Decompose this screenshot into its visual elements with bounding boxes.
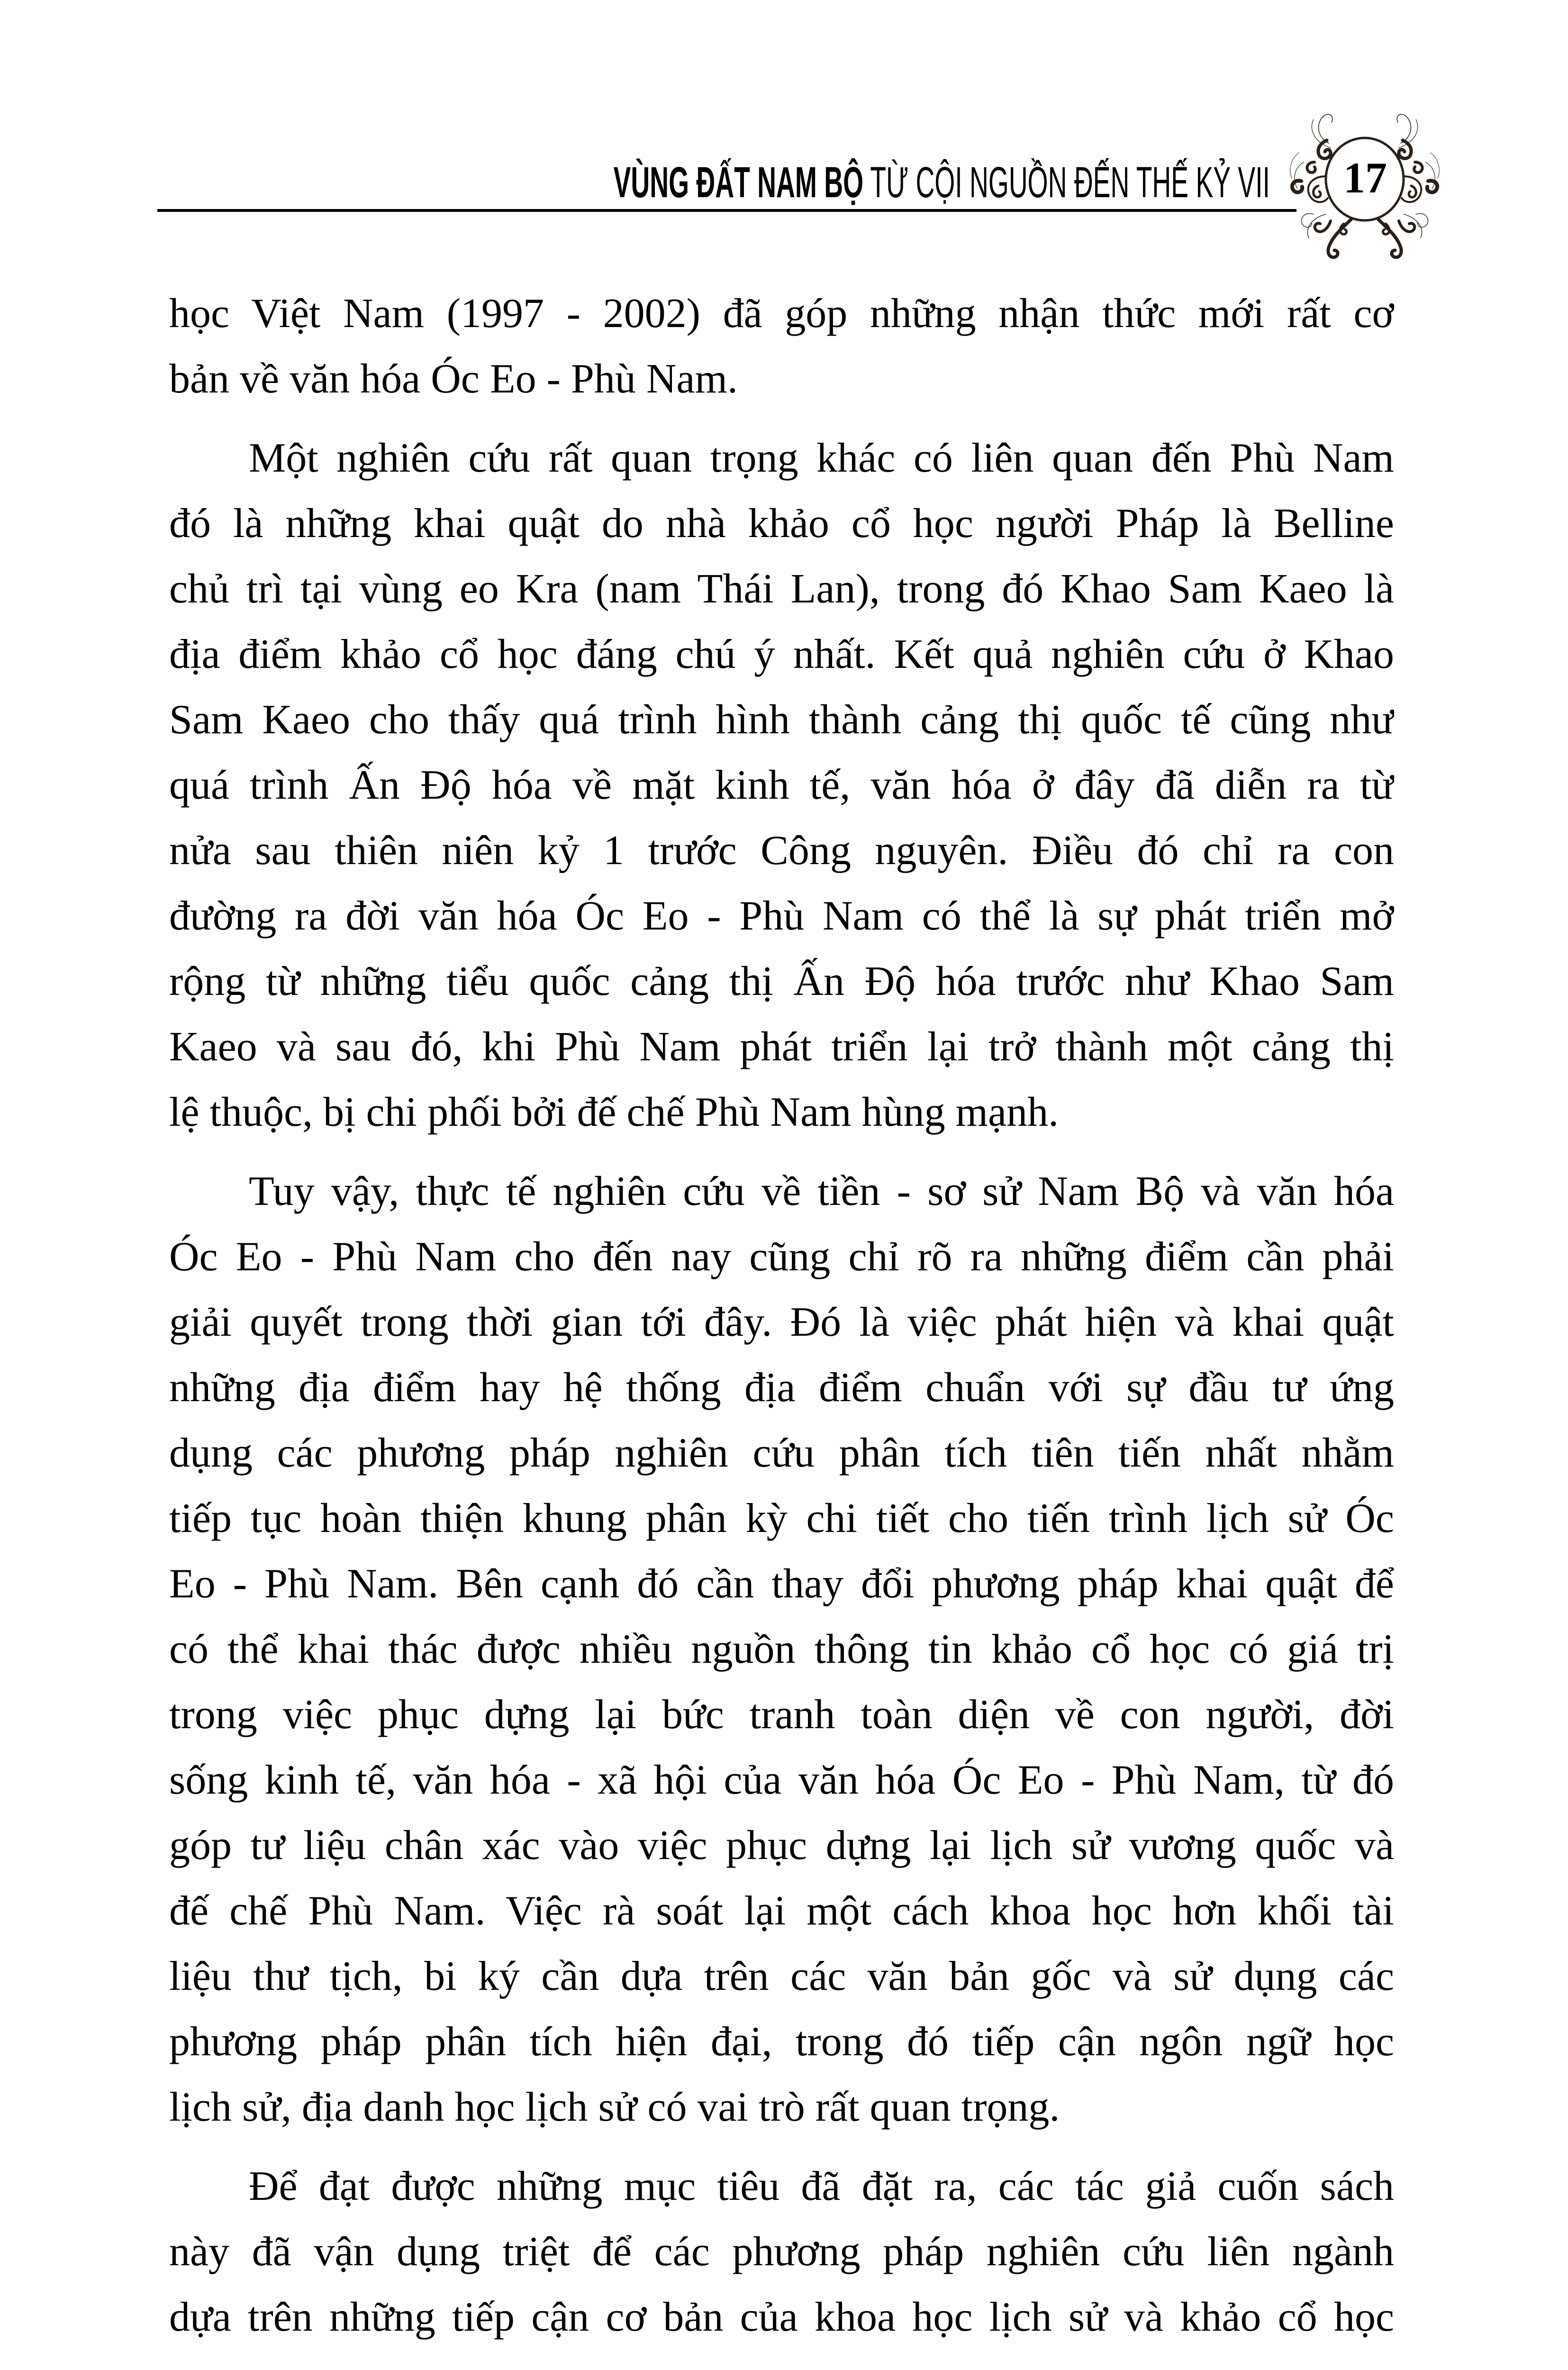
page-number: 17 [1343, 154, 1387, 202]
paragraph [169, 281, 1394, 412]
text-line: đế chế Phù Nam. Việc rà soát lại một cách khoa học hơn khối tài [169, 1888, 1394, 1934]
text-line: lịch sử, địa danh học lịch sử có vai trò rất quan trọng. [169, 2084, 1060, 2130]
text-line: Sam Kaeo cho thấy quá trình hình thành cảng thị quốc tế cũng như [169, 697, 1394, 743]
text-line: nửa sau thiên niên kỷ 1 trước Công nguyên. Điều đó chỉ ra con [169, 828, 1394, 874]
text-line: học Việt Nam (1997 - 2002) đã góp những nhận thức mới rất cơ [169, 291, 1394, 337]
text-line: sống kinh tế, văn hóa - xã hội của văn hóa Óc Eo - Phù Nam, từ đó [169, 1757, 1394, 1803]
text-line: này đã vận dụng triệt để các phương pháp nghiên cứu liên ngành [169, 2229, 1394, 2275]
text-line: rộng từ những tiểu quốc cảng thị Ấn Độ hóa trước như Khao Sam [169, 958, 1394, 1004]
running-header [389, 158, 1270, 207]
text-line: phương pháp phân tích hiện đại, trong đó tiếp cận ngôn ngữ học [169, 2019, 1394, 2065]
text-line: Kaeo và sau đó, khi Phù Nam phát triển lại trở thành một cảng thị [169, 1024, 1394, 1070]
text-line: quá trình Ấn Độ hóa về mặt kinh tế, văn hóa ở đây đã diễn ra từ [169, 762, 1394, 808]
text-line: Một nghiên cứu rất quan trọng khác có liên quan đến Phù Nam [249, 435, 1394, 481]
body-text [169, 281, 1394, 2364]
text-line: dựa trên những tiếp cận cơ bản của khoa học lịch sử và khảo cổ học [169, 2294, 1394, 2340]
header-rule [157, 209, 1296, 212]
text-line: tiếp tục hoàn thiện khung phân kỳ chi tiết cho tiến trình lịch sử Óc [169, 1495, 1394, 1541]
text-line: trong việc phục dựng lại bức tranh toàn diện về con người, đời [169, 1692, 1394, 1738]
paragraph [169, 1159, 1394, 2140]
text-line: bản về văn hóa Óc Eo - Phù Nam. [169, 356, 738, 402]
text-line: góp tư liệu chân xác vào việc phục dựng lại lịch sử vương quốc và [169, 1823, 1394, 1869]
text-line: đường ra đời văn hóa Óc Eo - Phù Nam có thể là sự phát triển mở [169, 893, 1394, 939]
text-line: giải quyết trong thời gian tới đây. Đó là việc phát hiện và khai quật [169, 1299, 1394, 1345]
text-line: Tuy vậy, thực tế nghiên cứu về tiền - sơ sử Nam Bộ và văn hóa [249, 1168, 1394, 1214]
paragraph [169, 426, 1394, 1145]
running-header-title-bold: VÙNG ĐẤT NAM BỘ [613, 158, 864, 207]
running-header-title-regular: TỪ CỘI NGUỒN ĐẾN THẾ KỶ VII [863, 158, 1270, 207]
text-line: địa điểm khảo cổ học đáng chú ý nhất. Kết quả nghiên cứu ở Khao [169, 631, 1394, 677]
text-line: Eo - Phù Nam. Bên cạnh đó cần thay đổi phương pháp khai quật để [169, 1561, 1394, 1607]
text-line: Để đạt được những mục tiêu đã đặt ra, các tác giả cuốn sách [249, 2163, 1394, 2209]
text-line: liệu thư tịch, bi ký cần dựa trên các văn bản gốc và sử dụng các [169, 1953, 1394, 1999]
text-line: Óc Eo - Phù Nam cho đến nay cũng chỉ rõ ra những điểm cần phải [169, 1234, 1394, 1280]
paragraph [169, 2154, 1394, 2350]
text-line: chủ trì tại vùng eo Kra (nam Thái Lan), trong đó Khao Sam Kaeo là [169, 566, 1394, 612]
text-line: dụng các phương pháp nghiên cứu phân tích tiên tiến nhất nhằm [169, 1430, 1394, 1476]
running-header-title [613, 158, 1270, 207]
text-line: lệ thuộc, bị chi phối bởi đế chế Phù Nam hùng mạnh. [169, 1089, 1059, 1135]
text-line: những địa điểm hay hệ thống địa điểm chuẩn với sự đầu tư ứng [169, 1365, 1394, 1411]
text-line: có thể khai thác được nhiều nguồn thông tin khảo cổ học có giá trị [169, 1626, 1394, 1672]
text-line: đó là những khai quật do nhà khảo cổ học người Pháp là Belline [169, 501, 1394, 547]
